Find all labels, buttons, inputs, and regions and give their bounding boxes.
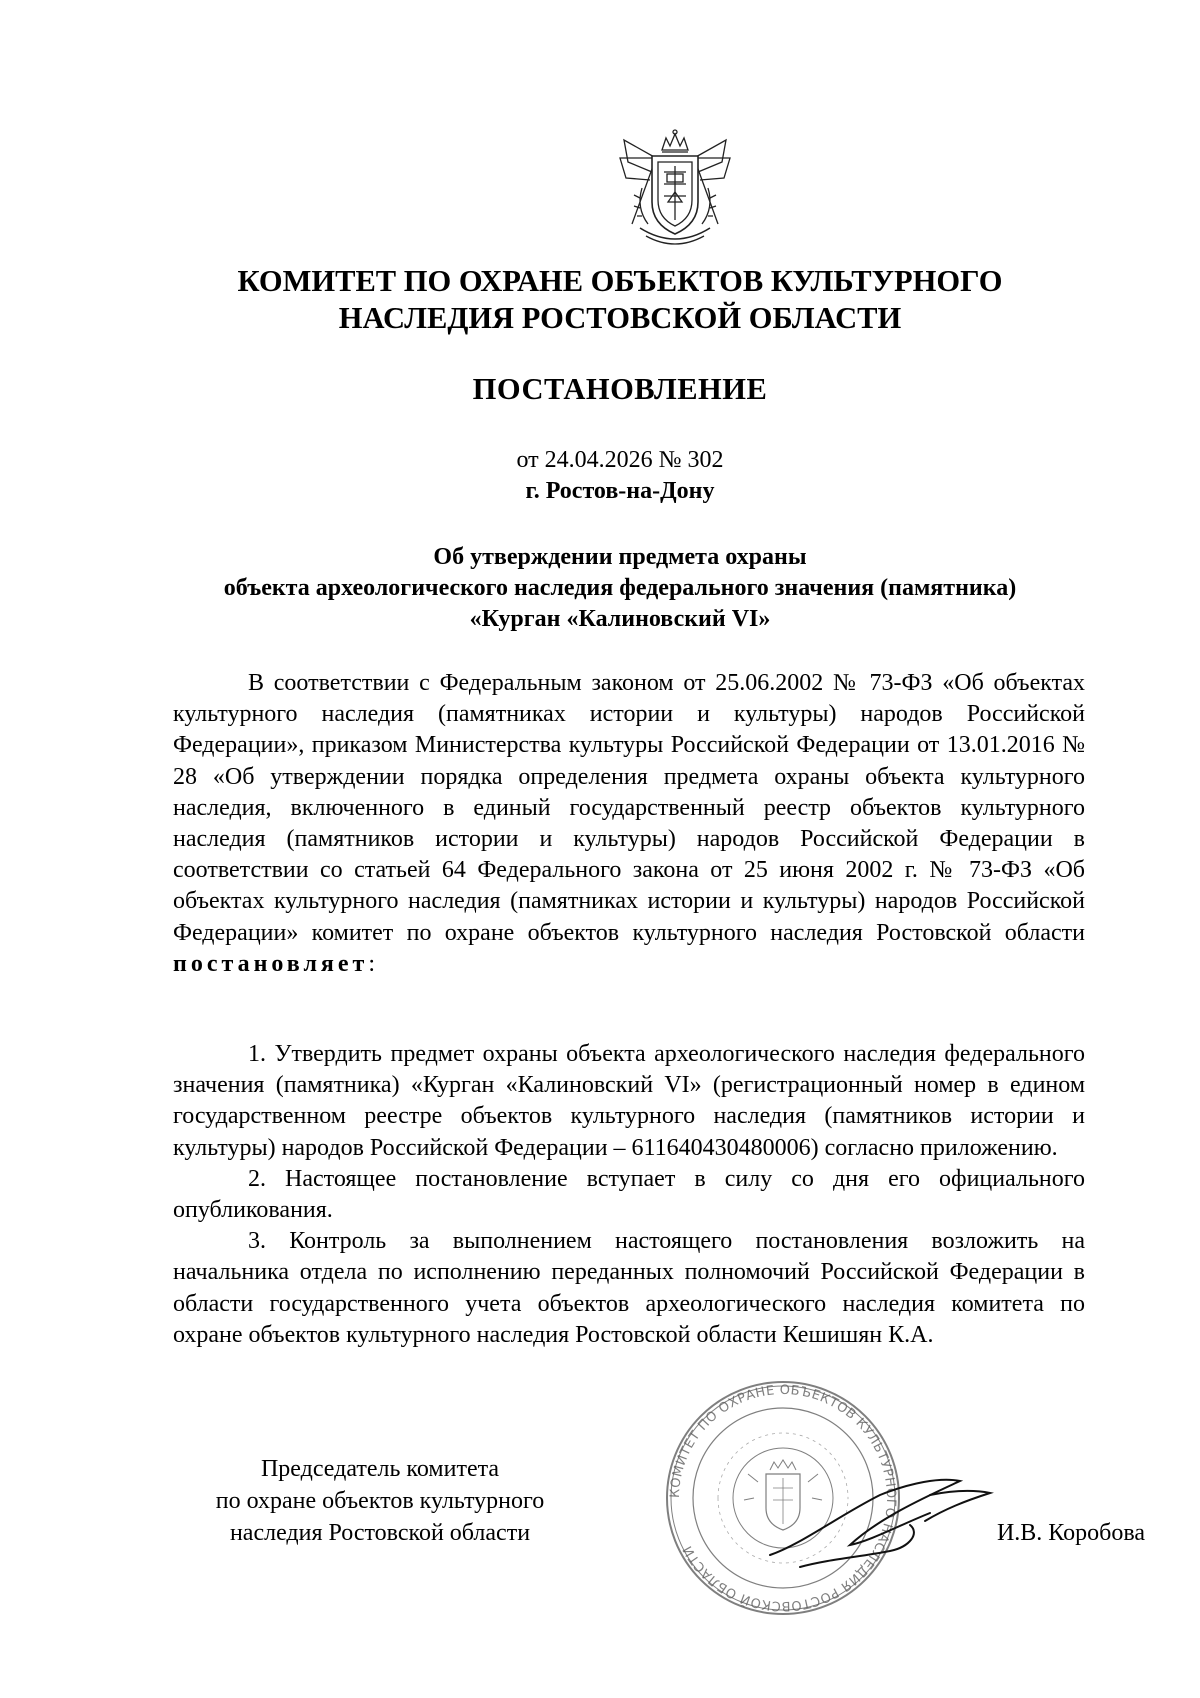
signer-name: И.В. Коробова — [996, 1520, 1145, 1546]
document-type: ПОСТАНОВЛЕНИЕ — [472, 372, 768, 406]
resolution-item: 1. Утвердить предмет охраны объекта археологического наследия федерального значения (памятника) «Курган «Калиновский VI» (регистрационный номер в едином государственном реестре объектов культурного наследия (памятников истории и культуры) народов Российской Федерации – 611640430480006) согласно приложению. — [173, 1041, 1085, 1161]
resolution-item: 3. Контроль за выполнением настоящего постановления возложить на начальника отдела по исполнению переданных полномочий Российской Федерации в области государственного учета объектов археологического наследия комитета по охране объектов культурного наследия Ростовской области Кешишян К.А. — [173, 1228, 1085, 1348]
resolution-item: 2. Настоящее постановление вступает в силу со дня его официального опубликования. — [173, 1165, 1085, 1224]
issuer-name — [170, 263, 1070, 337]
document-subject — [150, 542, 1090, 635]
seal-text: КОМИТЕТ ПО ОХРАНЕ ОБЪЕКТОВ КУЛЬТУРНОГО НАСЛЕДИЯ РОСТОВСКОЙ ОБЛАСТИ — [667, 1382, 899, 1614]
subject-line3: «Курган «Калиновский VI» — [469, 606, 771, 632]
resolution-items — [173, 1039, 1085, 1351]
document-date-number: от 24.04.2026 № 302 — [516, 447, 724, 473]
signatory-position — [170, 1453, 590, 1549]
signatory-position-line3: наследия Ростовской области — [229, 1520, 531, 1546]
rostov-oblast-coat-of-arms-icon — [612, 128, 738, 246]
subject-line2: объекта археологического наследия федерального значения (памятника) — [223, 575, 1017, 601]
signatory-position-line1: Председатель комитета — [260, 1456, 500, 1482]
document-city: г. Ростов-на-Дону — [525, 478, 715, 504]
decree-colon: : — [368, 950, 375, 977]
issuer-name-line2: НАСЛЕДИЯ РОСТОВСКОЙ ОБЛАСТИ — [338, 301, 902, 335]
decree-word: постановляет — [173, 950, 369, 977]
subject-line1: Об утверждении предмета охраны — [433, 544, 807, 570]
issuer-name-line1: КОМИТЕТ ПО ОХРАНЕ ОБЪЕКТОВ КУЛЬТУРНОГО — [237, 264, 1003, 298]
signatory-position-line2: по охране объектов культурного — [215, 1488, 545, 1514]
preamble-text: В соответствии с Федеральным законом от 25.06.2002 № 73-ФЗ «Об объектах культурного наследия (памятниках истории и культуры) народов Российской Федерации», приказом Министерства культуры Российской Федерации от 13.01.2016 № 28 «Об утверждении порядка определения предмета охраны объекта культурного наследия, включенного в единый государственный реестр объектов культурного наследия (памятников истории и культуры) народов Российской Федерации в соответствии со статьей 64 Федерального закона от 25 июня 2002 г. № 73-ФЗ «Об объектах культурного наследия (памятниках истории и культуры) народов Российской Федерации» комитет по охране объектов культурного наследия Ростовской области — [173, 670, 1085, 946]
preamble-paragraph — [173, 668, 1085, 980]
